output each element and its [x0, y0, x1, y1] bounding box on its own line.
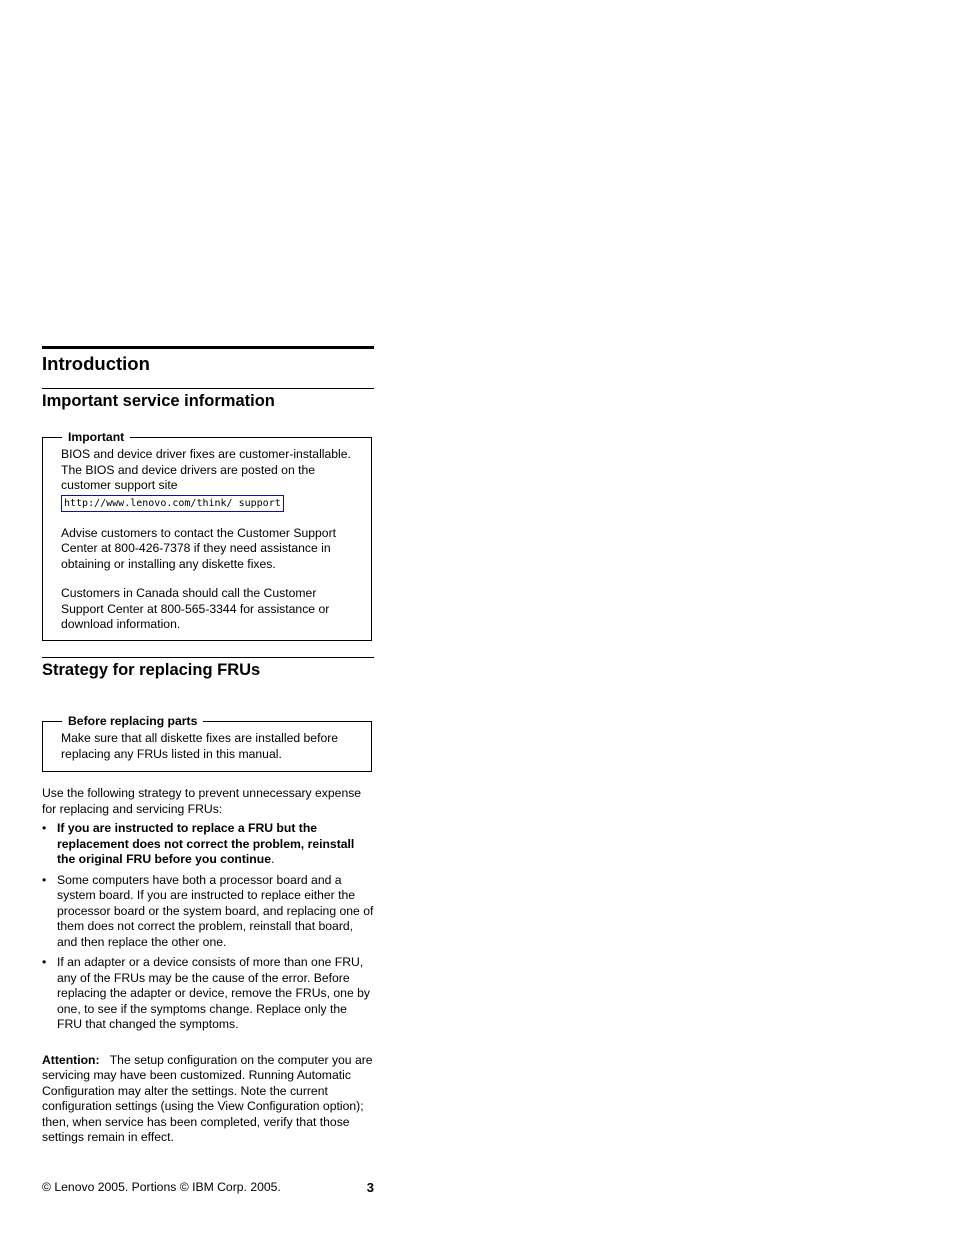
- list-item: [42, 821, 374, 868]
- before-replacing-box: [42, 714, 372, 772]
- service-info-heading: Important service information: [42, 392, 275, 410]
- attention-label: Attention:: [42, 1052, 100, 1067]
- bullet-glyph: •: [42, 872, 47, 887]
- support-site-link[interactable]: http://www.lenovo.com/think/ support: [61, 495, 284, 512]
- before-replacing-text: Make sure that all diskette fixes are installed before replacing any FRUs listed in this manual.: [61, 731, 339, 761]
- subsection-rule: [42, 657, 374, 658]
- page-footer: [42, 1180, 374, 1196]
- page-title: Introduction: [42, 353, 150, 374]
- page-number: 3: [366, 1180, 374, 1195]
- attention-text: The setup configuration on the computer you are servicing may have been customized. Running Automatic Configuration may alter the settings. Note the current configuration settings (using the View Configuration option); then, when service has been completed, verify that those settings remain in effect.: [42, 1052, 373, 1144]
- important-para-1: [61, 447, 361, 512]
- important-box-body: [61, 447, 361, 633]
- list-item: [42, 873, 374, 951]
- important-box: [42, 430, 372, 641]
- subsection-rule: [42, 388, 374, 389]
- strategy-intro: Use the following strategy to prevent unnecessary expense for replacing and servicing FRUs:: [42, 786, 362, 816]
- strategy-list: [42, 821, 374, 1033]
- list-item: [42, 955, 374, 1033]
- important-para-3: Customers in Canada should call the Customer Support Center at 800-565-3344 for assistance or download information.: [61, 586, 330, 631]
- bullet-3-text: If an adapter or a device consists of more than one FRU, any of the FRUs may be the cause of the error. Before replacing the adapter or device, remove the FRUs, one by one, to see if the symptoms change. Replace only the FRU that changed the symptoms.: [57, 955, 370, 1031]
- important-para-1-text: BIOS and device driver fixes are customer-installable. The BIOS and device drivers are posted on the customer support site: [61, 447, 351, 492]
- important-box-title: Important: [62, 429, 130, 445]
- bullet-glyph: •: [42, 955, 47, 969]
- section-rule: [42, 346, 374, 349]
- strategy-heading: Strategy for replacing FRUs: [42, 661, 261, 679]
- bullet-glyph: •: [42, 821, 47, 835]
- bullet-2-text: Some computers have both a processor board and a system board. If you are instructed to replace either the processor board or the system board, and replacing one of them does not correct the problem, reinstall that board, and then replace the other one.: [57, 872, 374, 949]
- important-para-2: Advise customers to contact the Customer Support Center at 800-426-7378 if they need assistance in obtaining or installing any diskette fixes.: [61, 525, 337, 571]
- bullet-1-bold: If you are instructed to replace a FRU but the replacement does not correct the problem, reinstall the original FRU before you continue: [57, 821, 355, 866]
- attention-note: [42, 1053, 374, 1146]
- before-replacing-box-body: [61, 731, 361, 762]
- strategy-body: [42, 786, 374, 1146]
- copyright-text: © Lenovo 2005. Portions © IBM Corp. 2005.: [42, 1180, 281, 1194]
- bullet-1-tail: .: [270, 852, 275, 866]
- before-replacing-box-title: Before replacing parts: [62, 713, 203, 729]
